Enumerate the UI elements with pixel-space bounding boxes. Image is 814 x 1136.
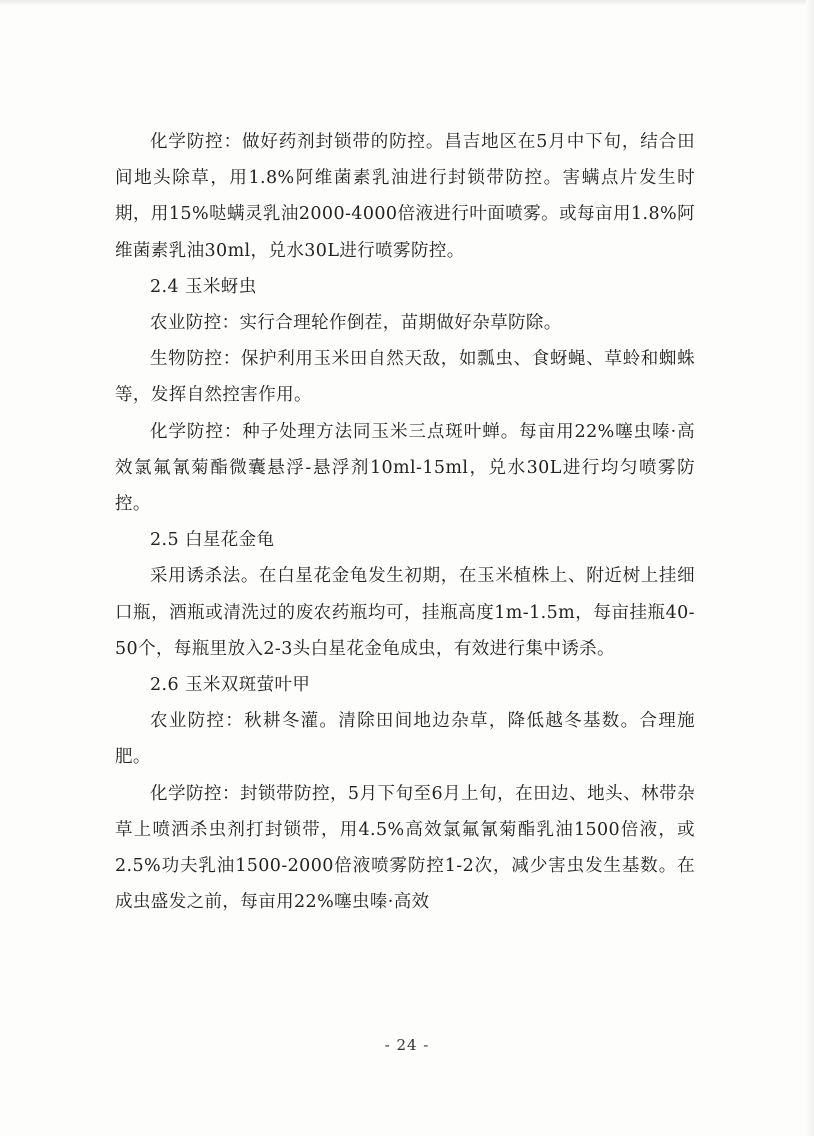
document-body [115,124,695,920]
section-heading-2-5: 2.5 白星花金龟 [150,530,275,551]
paragraph-agricultural-control-aphid: 农业防控：实行合理轮作倒茬，苗期做好杂草防除。 [150,313,562,334]
paragraph-trapping-method: 采用诱杀法。在白星花金龟发生初期，在玉米植株上、附近树上挂细口瓶，酒瓶或清洗过的废农药瓶均可，挂瓶高度1m-1.5m，每亩挂瓶40-50个，每瓶里放入2-3头白星花金龟成虫，有效进行集中诱杀。 [115,566,695,659]
section-heading-2-4: 2.4 玉米蚜虫 [150,276,257,297]
page-number: - 24 - [384,1036,430,1054]
paragraph-chemical-control-mites: 化学防控：做好药剂封锁带的防控。昌吉地区在5月中下旬，结合田间地头除草，用1.8%阿维菌素乳油进行封锁带防控。害螨点片发生时期，用15%哒螨灵乳油2000-4000倍液进行叶面喷雾。或每亩用1.8%阿维菌素乳油30ml，兑水30L进行喷雾防控。 [115,132,695,261]
paragraph-biological-control-aphid: 生物防控：保护利用玉米田自然天敌，如瓢虫、食蚜蝇、草蛉和蜘蛛等，发挥自然控害作用。 [115,349,695,406]
paragraph-chemical-control-aphid: 化学防控：种子处理方法同玉米三点斑叶蝉。每亩用22%噻虫嗪·高效氯氟氰菊酯微囊悬浮-悬浮剂10ml-15ml，兑水30L进行均匀喷雾防控。 [115,421,695,515]
section-heading-2-6: 2.6 玉米双斑萤叶甲 [150,675,311,696]
paragraph-chemical-control-beetle: 化学防控：封锁带防控，5月下旬至6月上旬，在田边、地头、林带杂草上喷洒杀虫剂打封锁带，用4.5%高效氯氟氰菊酯乳油1500倍液，或2.5%功夫乳油1500-2000倍液喷雾防控1-2次，减少害虫发生基数。在成虫盛发之前，每亩用22%噻虫嗪·高效 [115,783,695,913]
page-edge-shadow-top [0,0,814,6]
page-edge-shadow-right [806,0,814,1136]
paragraph-agricultural-control-beetle: 农业防控：秋耕冬灌。清除田间地边杂草，降低越冬基数。合理施肥。 [115,711,695,768]
